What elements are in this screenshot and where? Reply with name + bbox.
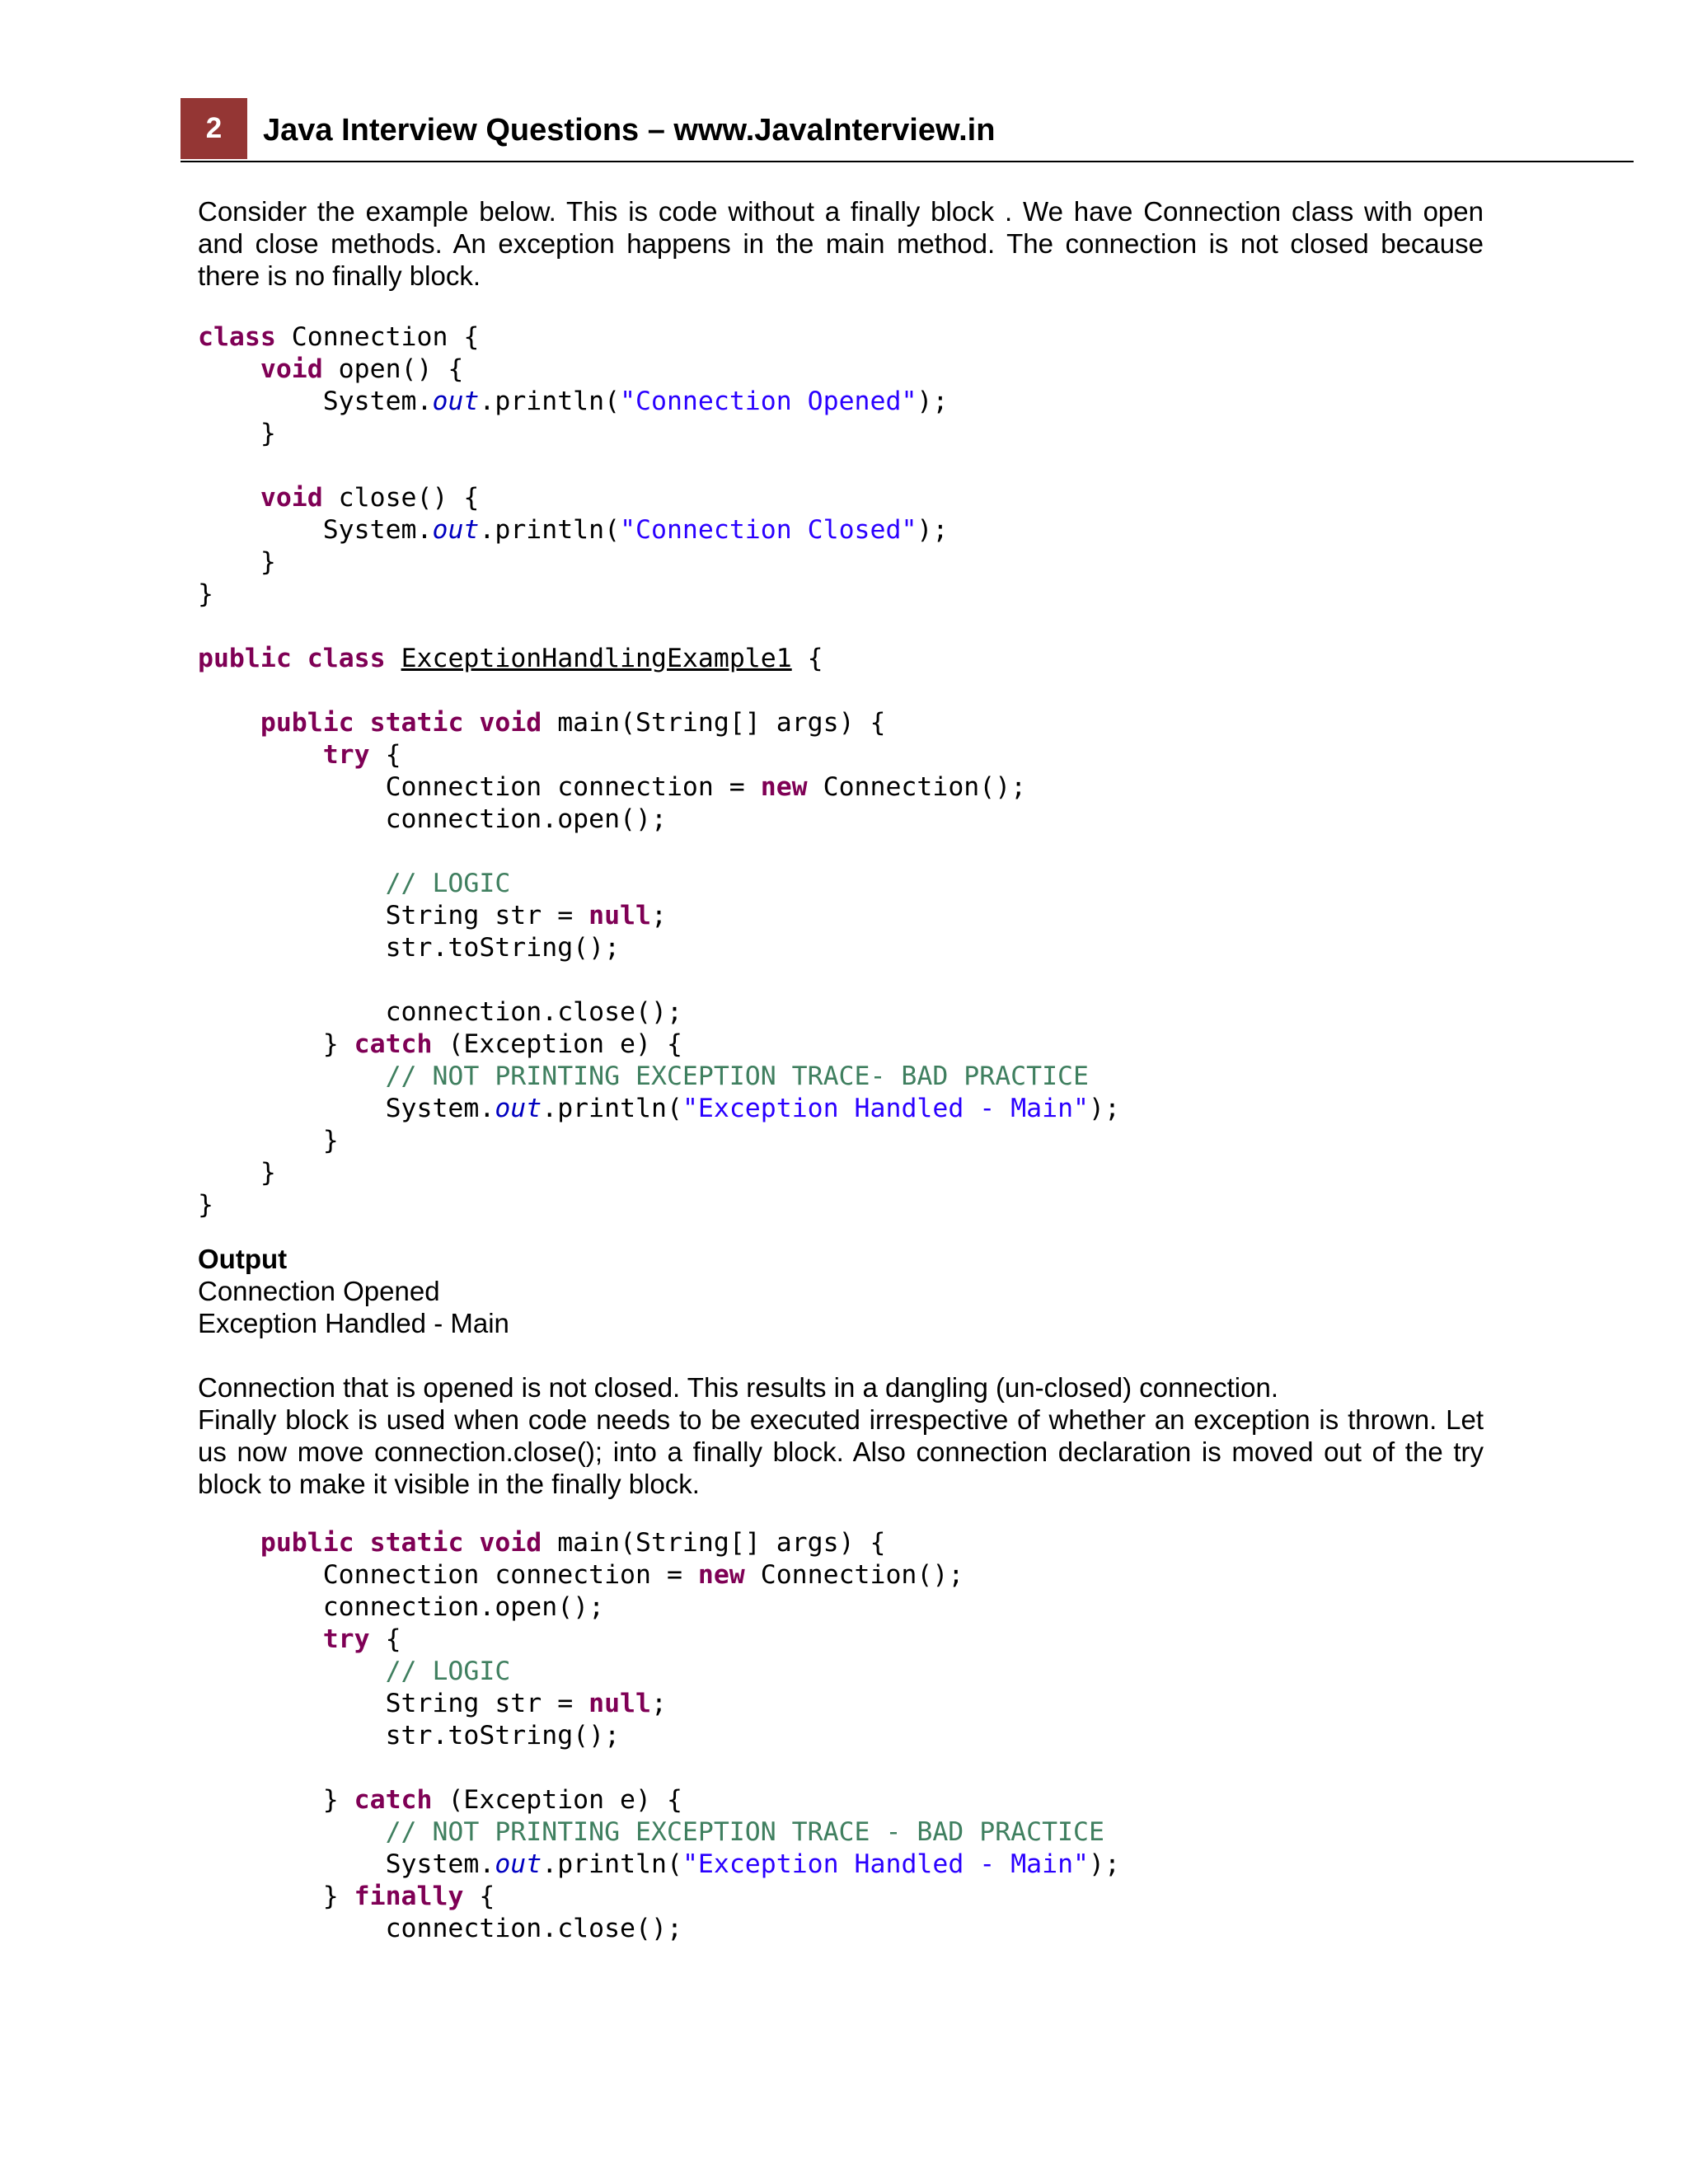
page-number-badge: 2 [181, 98, 247, 159]
code-text: { [463, 1882, 495, 1911]
code-comment: // LOGIC [385, 1657, 511, 1686]
code-text: System. [322, 387, 433, 416]
code-text: ); [1089, 1849, 1120, 1879]
explanation-line: Finally block is used when code needs to be executed irrespective of whether an exception is thrown. Let [198, 1404, 1484, 1435]
code-text: Connection(); [744, 1560, 964, 1590]
code-text: connection.close(); [385, 997, 682, 1027]
code-comment: // LOGIC [385, 869, 511, 898]
code-keyword: public [260, 1528, 354, 1558]
code-text: str.toString(); [385, 933, 621, 963]
explanation-first-line: Connection that is opened is not closed. This results in a dangling (un-closed) connection. [198, 1372, 1279, 1403]
code-text: } [260, 1158, 276, 1188]
code-text: ; [650, 901, 667, 930]
code-keyword: try [322, 1624, 370, 1654]
intro-line: there is no finally block. [198, 260, 481, 291]
code-text: connection.open(); [385, 804, 667, 834]
code-text: open() { [322, 354, 464, 384]
code-text: .println( [479, 515, 621, 545]
code-keyword: public [260, 708, 354, 738]
header-title: Java Interview Questions – www.JavaInterview.in [263, 113, 996, 148]
code-keyword: new [697, 1560, 745, 1590]
code-text: close() { [322, 483, 480, 513]
code-text: .println( [542, 1094, 682, 1123]
code-text: { [791, 644, 823, 673]
code-text: } [260, 419, 276, 448]
code-text: Connection(); [807, 772, 1027, 802]
code-field: out [495, 1849, 542, 1879]
code-comment: // NOT PRINTING EXCEPTION TRACE - BAD PRACTICE [385, 1817, 1104, 1847]
intro-line: and close methods. An exception happens in the main method. The connection is not closed because [198, 228, 1484, 259]
code-string: "Exception Handled - Main" [682, 1094, 1090, 1123]
code-class-name: ExceptionHandlingExample1 [401, 644, 792, 673]
code-comment: // NOT PRINTING EXCEPTION TRACE- BAD PRACTICE [385, 1062, 1089, 1091]
output-line: Connection Opened [198, 1276, 440, 1306]
page-header [181, 98, 1634, 162]
code-keyword: void [479, 1528, 542, 1558]
code-keyword: class [307, 644, 386, 673]
intro-line: Consider the example below. This is code without a finally block . We have Connection class with open [198, 196, 1484, 227]
code-text: main(String[] args) { [542, 708, 886, 738]
code-text: System. [385, 1094, 495, 1123]
code-text: str.toString(); [385, 1721, 621, 1750]
code-field: out [432, 387, 480, 416]
code-text: } [322, 1126, 339, 1155]
code-keyword: void [479, 708, 542, 738]
code-text: connection.open(); [322, 1592, 605, 1622]
code-text: } [322, 1882, 354, 1911]
code-keyword: static [369, 708, 464, 738]
code-text: ; [650, 1689, 667, 1718]
code-text: } [198, 579, 213, 609]
code-string: "Exception Handled - Main" [682, 1849, 1090, 1879]
explanation-line: block to make it visible in the finally block. [198, 1469, 700, 1499]
code-text: System. [322, 515, 433, 545]
code-keyword: null [588, 1689, 651, 1718]
code-keyword: catch [354, 1029, 433, 1059]
output-heading: Output [198, 1244, 288, 1274]
code-block-connection-class [198, 321, 1120, 1221]
code-text: ); [917, 515, 949, 545]
code-keyword: catch [354, 1785, 433, 1815]
explanation-line: us now move connection.close(); into a finally block. Also connection declaration is moved out of the try [198, 1436, 1484, 1467]
code-keyword: null [588, 901, 651, 930]
code-text: Connection connection = [385, 772, 761, 802]
code-text: ); [917, 387, 949, 416]
code-keyword: void [260, 354, 323, 384]
code-keyword: public [198, 644, 292, 673]
code-text: } [260, 547, 276, 577]
code-string: "Connection Closed" [620, 515, 917, 545]
explanation-paragraph [198, 1404, 1484, 1500]
code-text: .println( [542, 1849, 682, 1879]
code-string: "Connection Opened" [620, 387, 917, 416]
code-text: } [322, 1029, 354, 1059]
output-line: Exception Handled - Main [198, 1308, 509, 1338]
code-text: connection.close(); [385, 1914, 682, 1943]
code-field: out [495, 1094, 542, 1123]
code-text: Connection connection = [322, 1560, 698, 1590]
code-keyword: finally [354, 1882, 464, 1911]
code-text: .println( [479, 387, 621, 416]
code-field: out [432, 515, 480, 545]
code-text: ); [1089, 1094, 1120, 1123]
code-block-finally-example [198, 1527, 1120, 1945]
code-text: { [369, 1624, 401, 1654]
code-text: Connection { [275, 322, 480, 352]
code-text: } [198, 1190, 213, 1220]
code-text: } [322, 1785, 354, 1815]
code-keyword: new [760, 772, 808, 802]
code-text: (Exception e) { [432, 1029, 682, 1059]
code-text: System. [385, 1849, 495, 1879]
code-keyword: class [198, 322, 276, 352]
code-text: String str = [385, 1689, 589, 1718]
code-text: String str = [385, 901, 589, 930]
code-text: { [369, 740, 401, 770]
code-text: (Exception e) { [432, 1785, 682, 1815]
code-keyword: static [369, 1528, 464, 1558]
code-text: main(String[] args) { [542, 1528, 886, 1558]
code-keyword: try [322, 740, 370, 770]
intro-paragraph [198, 195, 1484, 292]
code-keyword: void [260, 483, 323, 513]
